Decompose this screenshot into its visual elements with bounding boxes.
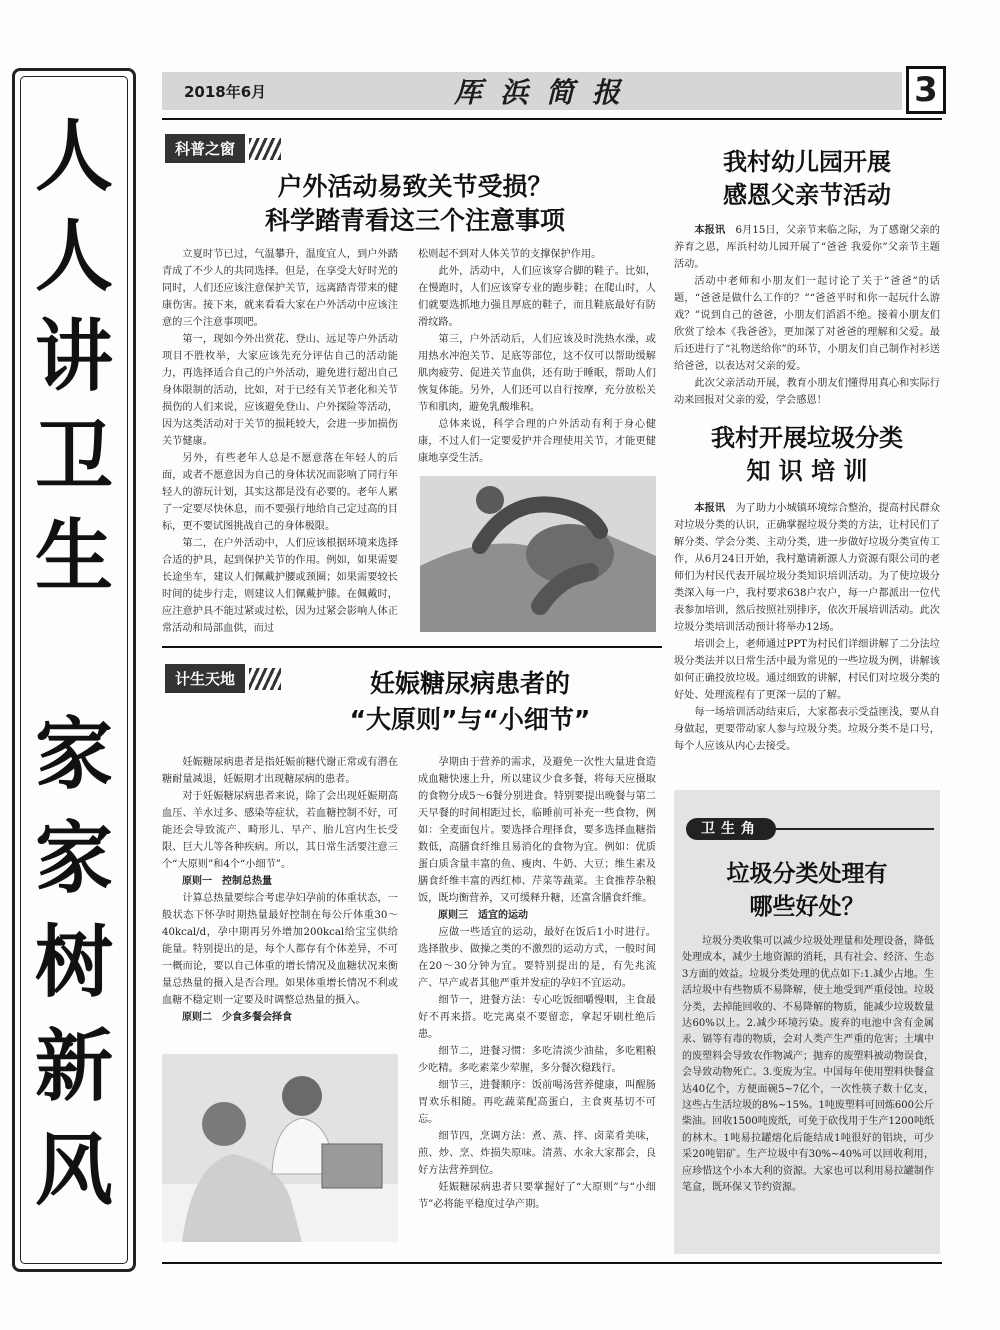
garbage-training-headline (674, 422, 940, 488)
headline-line: 感恩父亲节活动 (723, 181, 891, 209)
paragraph: 细节四，烹调方法：煮、蒸、拌、卤菜肴美味，煎、炒、烹、炸损失原味。清蒸、水汆大家都会，良好方法营养到位。 (418, 1131, 656, 1176)
newspaper-name: 厍浜简报 (454, 76, 639, 109)
paragraph: 培训会上，老师通过PPT为村民们详细讲解了二分法垃圾分类法并以日常生活中最为常见的一些垃圾为例，讲解该如何正确投放垃圾。通过细致的讲解，村民们对垃圾分类的好处、处理流程有了更深一层的了解。 (674, 639, 940, 701)
tag-label: 计生天地 (165, 664, 245, 693)
paragraph: 总体来说，科学合理的户外活动有利于身心健康，不过人们一定要爱护并合理使用关节，才能更健康地享受生活。 (418, 419, 656, 464)
slogan-char: 家 (34, 814, 113, 904)
lead-label: 本报讯 (694, 225, 726, 236)
tag-stripes (249, 668, 281, 690)
paragraph: 孕期由于营养的需求，及避免一次性大量进食造成血糖快速上升，所以建议少食多餐，将每天应摄取的食物分成5～6餐分别进食。特别要提出晚餐与第二天早餐的时间相距过长，临睡前可补充一些食物，例如：全麦面包片。要选择合理择食，要多选择血糖指数低，高膳食纤维且易消化的食物为宜。例如：优质蛋白质含量丰富的鱼、瘦肉、牛奶、大豆；维生素及膳食纤维丰富的西红柿、芹菜等蔬菜。主食推荐杂粮饭，既均衡营养，又可缓释升糖，还富含膳食纤维。 (418, 757, 656, 904)
tag-stripes (249, 138, 281, 160)
paragraph: 对于妊娠糖尿病患者来说，除了会出现妊娠期高血压、羊水过多、感染等症状，若血糖控制不好，可能还会导致流产、畸形儿、早产、胎儿宫内生长受限、巨大儿等各种疾病。所以，其日常生活要注意三个“大原则”和4个“小细节”。 (162, 791, 398, 870)
knee-illustration (420, 476, 656, 632)
science-col-2 (418, 246, 656, 467)
slogan-char: 人 (34, 212, 113, 302)
lead-label: 本报讯 (694, 503, 726, 514)
paragraph-text: 6月15日，父亲节来临之际，为了感谢父亲的养育之恩，厍浜村幼儿园开展了“爸爸 我爱你”父亲节主题活动。 (674, 225, 940, 270)
paragraph: 活动中老师和小朋友们一起讨论了关于“爸爸”的话题，“爸爸是做什么工作的？”“爸爸平时和你一起玩什么游戏？”说到自己的爸爸，小朋友们滔滔不绝。接着小朋友们欣赏了绘本《我爸爸》，更加深了对爸爸的理解和父爱。最后还进行了“礼物送给你”的环节，小朋友们自己制作衬衫送给爸爸，以表达对父亲的爱。 (674, 276, 940, 372)
headline-line: 垃圾分类处理有 (726, 861, 888, 887)
doctor-illustration (162, 1054, 398, 1242)
paragraph: 第一，现如今外出赏花、登山、远足等户外活动项目不胜枚举，大家应该先充分评估自己的活动能力，再选择适合自己的户外活动，避免进行超出自己身体限制的活动，比如，对于已经有关节老化和关节损伤的人们来说，应该避免登山、户外探险等活动，因为这类活动对于关节的损耗较大，会进一步加损伤关节健康。 (162, 334, 398, 447)
paragraph: 细节三，进餐顺序：饭前喝汤营养健康，叫醒肠胃欢乐相随。再吃蔬菜配高蛋白，主食爽基切不可忘。 (418, 1080, 656, 1125)
pregnancy-col-2 (418, 754, 656, 1213)
paragraph: 细节二，进餐习惯：多吃清淡少油盐，多吃粗粮少吃精。多吃素菜少荤腥，多分餐次稳践行。 (418, 1046, 656, 1074)
section-rule (162, 646, 662, 648)
slogan-char: 讲 (34, 312, 113, 402)
slogan-char: 卫 (34, 412, 113, 502)
health-corner-body (682, 934, 934, 1197)
principle-heading: 原则二 少食多餐会择食 (182, 1012, 292, 1023)
slogan-top (35, 107, 113, 607)
section-tag-science (165, 134, 281, 163)
paragraph: 垃圾分类收集可以减少垃圾处理量和处理设备，降低处理成本，减少土地资源的消耗，具有社会、经济、生态3方面的效益。垃圾分类处理的优点如下:1.减少占地。生活垃圾中有些物质不易降解，使土地受到严重侵蚀。垃圾分类，去掉能回收的、不易降解的物质，能减少垃圾数量达60%以上。2.减少环境污染。废弃的电池中含有金属汞、镉等有毒的物质，会对人类产生严重的危害；土壤中的废塑料会导致农作物减产；抛弃的废塑料被动物误食，会导致动物死亡。3.变废为宝。中国每年使用塑料快餐盒达40亿个，方便面碗5~7亿个，一次性筷子数十亿支，这些占生活垃圾的8%~15%。1吨废塑料可回炼600公斤柴油。回收1500吨废纸，可免于砍伐用于生产1200吨纸的林木。1吨易拉罐熔化后能结成1吨很好的铝块，可少采20吨铝矿。生产垃圾中有30%~40%可以回收利用，应珍惜这个小本大利的资源。大家也可以利用易拉罐制作笔盒，既环保又节约资源。 (682, 936, 934, 1194)
slogan-char: 人 (34, 112, 113, 202)
knee-photo (420, 476, 656, 632)
slogan-bottom (35, 703, 113, 1223)
garbage-training-body (674, 500, 940, 755)
doctor-patient-photo (162, 1054, 398, 1242)
headline-line: 我村开展垃圾分类 (711, 424, 903, 452)
paragraph: 妊娠糖尿病患者是指妊娠前糖代谢正常或有潜在糖耐量减退，妊娠期才出现糖尿病的患者。 (162, 757, 398, 785)
paragraph: 此外，活动中，人们应该穿合脚的鞋子。比如，在慢跑时，人们应该穿专业的跑步鞋；在爬山时，人们就要选抓地力强且厚底的鞋子，而且鞋底最好有防滑纹路。 (418, 266, 656, 328)
health-corner-headline (674, 858, 940, 924)
masthead (162, 72, 902, 110)
principle-heading: 原则一 控制总热量 (182, 876, 272, 887)
pregnancy-col-1 (162, 754, 398, 1026)
science-headline (170, 170, 660, 238)
kindergarten-body (674, 222, 940, 409)
issue-date: 2018年6月 (184, 82, 267, 101)
headline-line: 知 识 培 训 (746, 457, 868, 485)
paragraph-text: 为了助力小城镇环境综合整治，提高村民群众对垃圾分类的认识，正确掌握垃圾分类的方法，让村民们了解分类、学会分类、主动分类，进一步做好垃圾分类宣传工作，从6月24日开始，我村邀请新源人力资源有限公司的老师们为村民代表开展垃圾分类知识培训活动。为了使垃圾分类深入每一户，我村要求638户农户，每一户都派出一位代表参加培训，然后按照社别排序，依次开展培训活动。此次垃圾分类培训活动预计将举办12场。 (674, 503, 941, 633)
headline-line: 户外活动易致关节受损？ (277, 172, 553, 201)
pregnancy-headline (280, 666, 660, 738)
slogan-char: 生 (34, 512, 113, 602)
paragraph: 妊娠糖尿病患者只要掌握好了“大原则”与“小细节”必将能平稳度过孕产期。 (418, 1182, 656, 1210)
slogan-char: 家 (34, 710, 113, 800)
section-tag-family (165, 664, 281, 693)
headline-line: 科学踏青看这三个注意事项 (264, 206, 565, 235)
slogan-char: 新 (34, 1022, 113, 1112)
principle-heading: 原则三 适宜的运动 (438, 910, 528, 921)
headline-line: 我村幼儿园开展 (723, 148, 891, 176)
page-number: 3 (906, 66, 946, 114)
badge-rule (776, 828, 934, 830)
paragraph: 第三，户外活动后，人们应该及时洗热水澡，或用热水冲泡关节、足底等部位，这不仅可以帮助缓解肌肉疲劳、促进关节血供，还有助于睡眠，帮助人们恢复体能。另外，人们还可以自行按摩，充分放松关节和肌肉，避免乳酸堆积。 (418, 334, 656, 413)
paragraph: 立夏时节已过，气温攀升，温度宜人，到户外踏青成了不少人的共同选择。但是，在享受大好时光的同时，人们还应该注意保护关节，远离踏青带来的健康伤害。接下来，就来看看大家在户外活动中应该注意的三个注意事项吧。 (162, 249, 398, 328)
paragraph: 松则起不到对人体关节的支撑保护作用。 (418, 249, 602, 260)
slogan-char: 风 (34, 1126, 113, 1216)
paragraph: 每一场培训活动结束后，大家都表示受益匪浅，要从自身做起，更要带动家人参与垃圾分类。垃圾分类不是口号，每个人应该从内心去接受。 (674, 707, 940, 752)
headline-line: “大原则”与“小细节” (349, 705, 591, 734)
headline-line: 哪些好处？ (749, 894, 865, 920)
paragraph: 此次父亲活动开展，教育小朋友们懂得用真心和实际行动来回报对父亲的爱，学会感恩！ (674, 378, 940, 406)
paragraph: 细节一，进餐方法：专心吃饭细嚼慢咽，主食最好不再来搭。吃完离桌不要留恋，拿起牙刷杜绝后患。 (418, 995, 656, 1040)
slogan-char: 树 (34, 918, 113, 1008)
footer-rule (162, 1262, 942, 1264)
tag-label: 科普之窗 (165, 134, 245, 163)
paragraph: 第二，在户外活动中，人们应该根据环境来选择合适的护具，起到保护关节的作用。例如，如果需要长途坐车，建议人们佩戴护腰或颈圈；如果需要较长时间的徒步行走，则建议人们佩戴护膝。在佩戴时，应注意护具不能过紧或过松，因为过紧会影响人体正常活动和局部血供，而过 (162, 538, 398, 634)
health-corner-badge: 卫生角 (686, 818, 776, 840)
paragraph: 计算总热量要综合考虑孕妇孕前的体重状态，一般状态下怀孕时期热量最好控制在每公斤体重30～40kcal/d，孕中期再另外增加200kcal给宝宝供给能量。特别提出的是，每个人都存有个体差异，不可一概而论，要以自己体重的增长情况及血糖状况来衡量总热量的摄入是否合理。如果体重增长情况不利或血糖不稳定则一定要及时调整总热量的摄入。 (162, 893, 398, 1006)
header-rule (162, 118, 942, 120)
headline-line: 妊娠糖尿病患者的 (369, 669, 570, 698)
paragraph: 另外，有些老年人总是不愿意落在年轻人的后面，或者不愿意因为自己的身体状况而影响了同行年轻人的游玩计划，其实这都是没有必要的。老年人累了一定要尽快休息，而不要强行地给自己定过高的目标，更不要试图挑战自己的身体极限。 (162, 453, 398, 532)
kindergarten-headline (674, 146, 940, 212)
paragraph: 应做一些适宜的运动，最好在饭后1小时进行。选择散步、做操之类的不激烈的运动方式，一般时间在20～30分钟为宜。要特别提出的是，有先兆流产、早产或者其他严重并发症的孕妇不宜运动。 (418, 927, 656, 989)
science-col-1 (162, 246, 398, 637)
slogan-panel (12, 68, 136, 1272)
